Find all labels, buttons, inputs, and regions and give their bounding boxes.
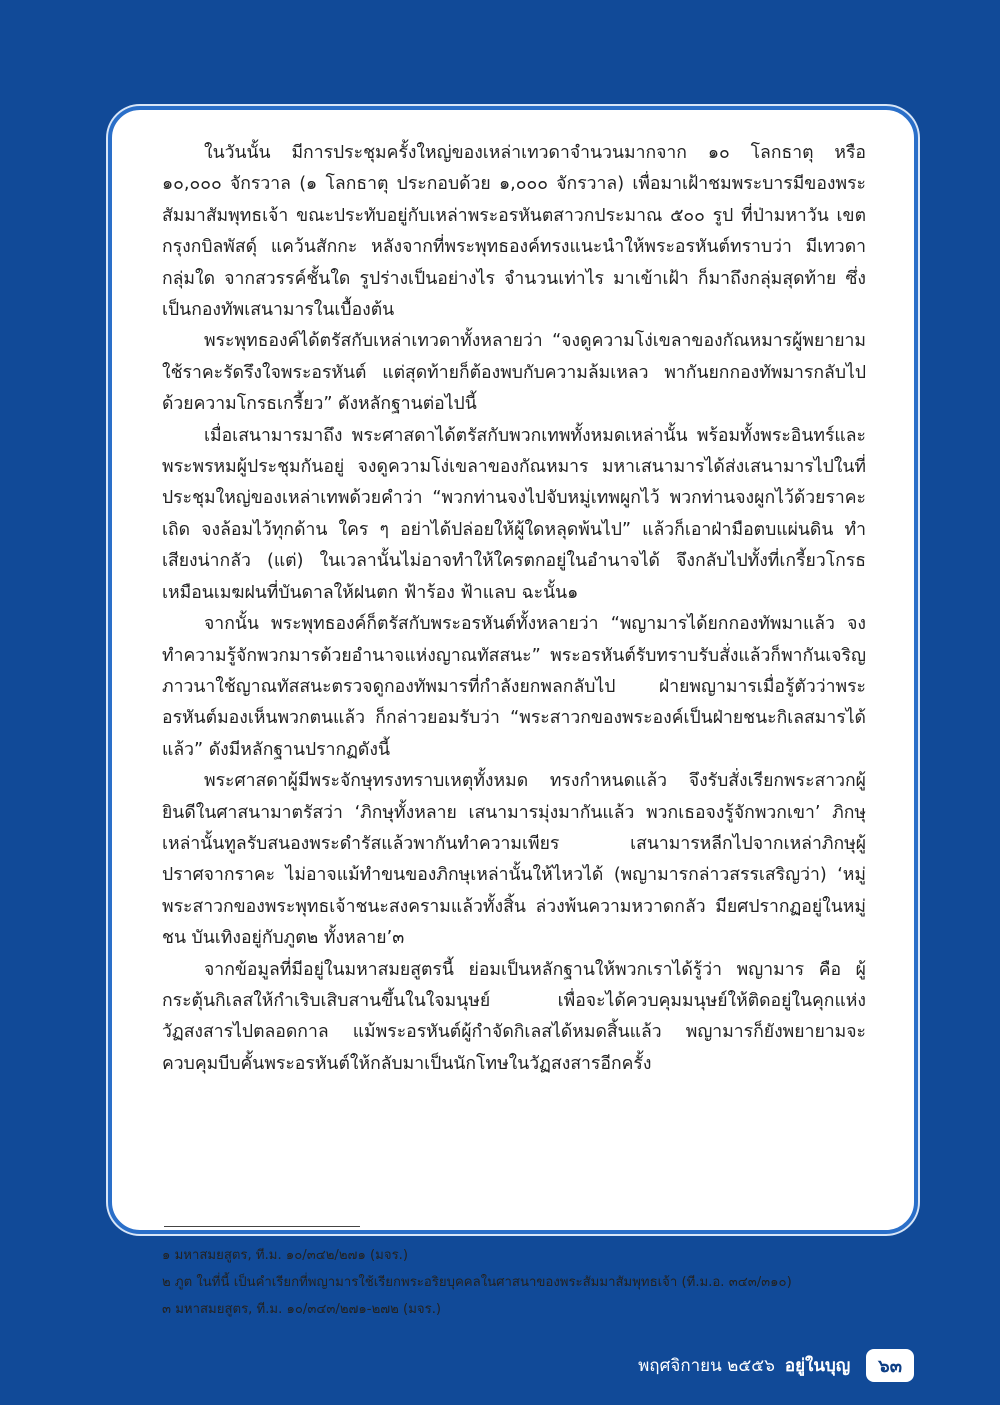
paragraph-4: จากนั้น พระพุทธองค์ก็ตรัสกับพระอรหันต์ทั้งหลายว่า “พญามารได้ยกกองทัพมาแล้ว จงทำความรู้จักพวกมารด้วยอำนาจแห่งญาณทัสสนะ” พระอรหันต์รับทราบรับสั่งแล้วก็พากันเจริญภาวนาใช้ญาณทัสสนะตรวจดูกองทัพมารที่กำลังยกพลกลับไป ฝ่ายพญามารเมื่อรู้ตัวว่าพระอรหันต์มองเห็นพวกตนแล้ว ก็กล่าวยอมรับว่า “พระสาวกของพระองค์เป็นฝ่ายชนะกิเลสมารได้แล้ว” ดังมีหลักฐานปรากฏดังนี้ (162, 614, 866, 760)
footnote-2: ๒ ภูต ในที่นี้ เป็นคำเรียกที่พญามารใช้เรียกพระอริยบุคคลในศาสนาของพระสัมมาสัมพุทธเจ้า (ที.ม.อ. ๓๔๓/๓๑๐) (162, 1275, 792, 1290)
page-number-badge: ๖๓ (866, 1349, 914, 1382)
footnote-divider (164, 1226, 360, 1227)
paragraph-6: จากข้อมูลที่มีอยู่ในมหาสมยสูตรนี้ ย่อมเป็นหลักฐานให้พวกเราได้รู้ว่า พญามาร คือ ผู้กระตุ้นกิเลสให้กำเริบเสิบสานขึ้นในใจมนุษย์ เพื่อจะได้ควบคุมมนุษย์ให้ติดอยู่ในคุกแห่งวัฏสงสารไปตลอดกาล แม้พระอรหันต์ผู้กำจัดกิเลสได้หมดสิ้นแล้ว พญามารก็ยังพยายามจะควบคุมบีบคั้นพระอรหันต์ให้กลับมาเป็นนักโทษในวัฏสงสารอีกครั้ง (162, 959, 866, 1074)
footnote-1: ๑ มหาสมยสูตร, ที.ม. ๑๐/๓๔๒/๒๗๑ (มจร.) (162, 1248, 409, 1263)
paragraph-3: เมื่อเสนามารมาถึง พระศาสดาได้ตรัสกับพวกเทพทั้งหมดเหล่านั้น พร้อมทั้งพระอินทร์และพระพรหมผู้ประชุมกันอยู่ จงดูความโง่เขลาของกัณหมาร มหาเสนามารได้ส่งเสนามารไปในที่ประชุมใหญ่ของเหล่าเทพด้วยคำว่า “พวกท่านจงไปจับหมู่เทพผูกไว้ พวกท่านจงผูกไว้ด้วยราคะเถิด จงล้อมไว้ทุกด้าน ใคร ๆ อย่าได้ปล่อยให้ผู้ใดหลุดพ้นไป” แล้วก็เอาฝ่ามือตบแผ่นดิน ทำเสียงน่ากลัว (แต่) ในเวลานั้นไม่อาจทำให้ใครตกอยู่ในอำนาจได้ จึงกลับไปทั้งที่เกรี้ยวโกรธเหมือนเมฆฝนที่บันดาลให้ฝนตก ฟ้าร้อง ฟ้าแลบ ฉะนั้น๑ (162, 425, 866, 603)
page-footer (638, 1348, 914, 1382)
article-body (162, 138, 866, 1080)
paragraph-1: ในวันนั้น มีการประชุมครั้งใหญ่ของเหล่าเทวดาจำนวนมากจาก ๑๐ โลกธาตุ หรือ ๑๐,๐๐๐ จักรวาล (๑ โลกธาตุ ประกอบด้วย ๑,๐๐๐ จักรวาล) เพื่อมาเฝ้าชมพระบารมีของพระสัมมาสัมพุทธเจ้า ขณะประทับอยู่กับเหล่าพระอรหันตสาวกประมาณ ๕๐๐ รูป ที่ป่ามหาวัน เขตกรุงกบิลพัสดุ์ แคว้นสักกะ หลังจากที่พระพุทธองค์ทรงแนะนำให้พระอรหันต์ทราบว่า มีเทวดากลุ่มใด จากสวรรค์ชั้นใด รูปร่างเป็นอย่างไร จำนวนเท่าไร มาเข้าเฝ้า ก็มาถึงกลุ่มสุดท้าย ซึ่งเป็นกองทัพเสนามารในเบื้องต้น (162, 143, 866, 321)
issue-date: พฤศจิกายน ๒๕๕๖ (638, 1355, 775, 1376)
paragraph-5: พระศาสดาผู้มีพระจักษุทรงทราบเหตุทั้งหมด ทรงกำหนดแล้ว จึงรับสั่งเรียกพระสาวกผู้ยินดีในศาสนามาตรัสว่า ‘ภิกษุทั้งหลาย เสนามารมุ่งมากันแล้ว พวกเธอจงรู้จักพวกเขา’ ภิกษุเหล่านั้นทูลรับสนองพระดำรัสแล้วพากันทำความเพียร เสนามารหลีกไปจากเหล่าภิกษุผู้ปราศจากราคะ ไม่อาจแม้ทำขนของภิกษุเหล่านั้นให้ไหวได้ (พญามารกล่าวสรรเสริญว่า) ‘หมู่พระสาวกของพระพุทธเจ้าชนะสงครามแล้วทั้งสิ้น ล่วงพ้นความหวาดกลัว มียศปรากฏอยู่ในหมู่ชน บันเทิงอยู่กับภูต๒ ทั้งหลาย’๓ (162, 771, 866, 949)
paragraph-2: พระพุทธองค์ได้ตรัสกับเหล่าเทวดาทั้งหลายว่า “จงดูความโง่เขลาของกัณหมารผู้พยายามใช้ราคะรัดรึงใจพระอรหันต์ แต่สุดท้ายก็ต้องพบกับความล้มเหลว พากันยกกองทัพมารกลับไปด้วยความโกรธเกรี้ยว” ดังหลักฐานต่อไปนี้ (162, 331, 866, 415)
footnote-3: ๓ มหาสมยสูตร, ที.ม. ๑๐/๓๔๓/๒๗๑-๒๗๒ (มจร.) (162, 1302, 442, 1317)
footnotes (162, 1242, 902, 1323)
magazine-title: อยู่ในบุญ (784, 1355, 851, 1376)
